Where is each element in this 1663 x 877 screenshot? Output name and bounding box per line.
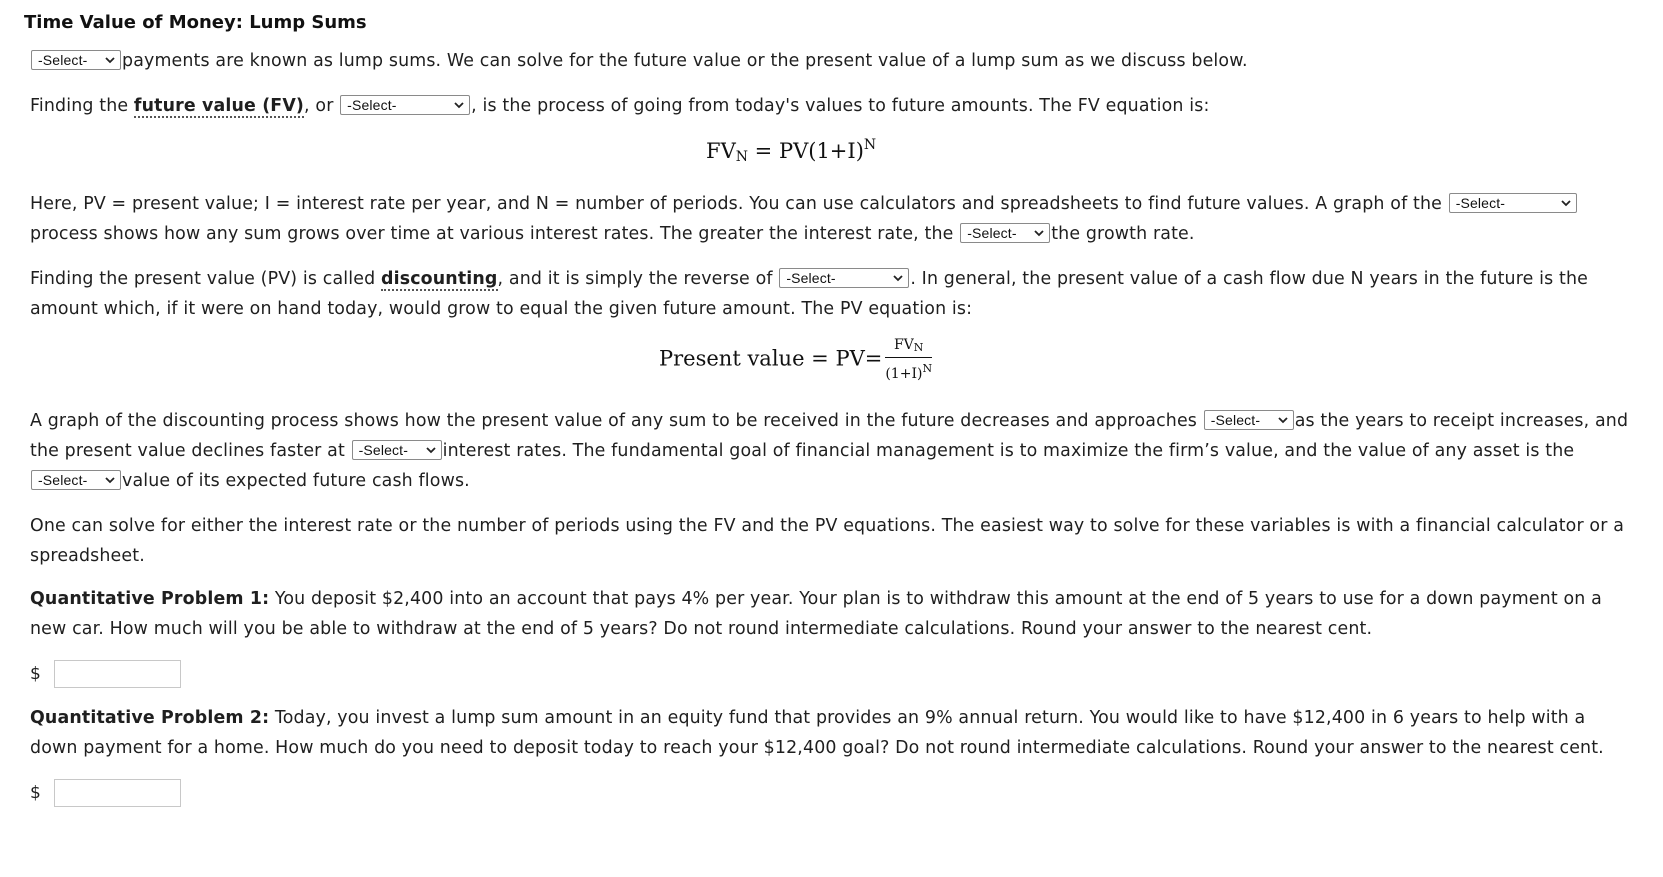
lump-sum-type-select[interactable] [31, 50, 121, 70]
intro-paragraph: -Select- payments are known as lump sums. We can solve for the future value or the present value of a lump sum as we discuss below. [30, 46, 1630, 76]
chevron-down-icon [425, 444, 437, 456]
compounding-paragraph: Here, PV = present value; I = interest rate per year, and N = number of periods. You can use calculators and spreadsheets to find future values. A graph of the -Select- process shows how any sum grows over time at various interest rates. The greater the interest rate, the -Select- the growth rate. [30, 189, 1630, 249]
currency-symbol: $ [30, 664, 41, 684]
pv-equation: Present value = PV= $\frac{FV_N}{(1+I)^N}$ [659, 337, 933, 382]
chevron-down-icon [104, 54, 116, 66]
select-value: -Select- [38, 472, 88, 488]
fv-paragraph: Finding the future value (FV), or -Select- , is the process of going from today's values to future amounts. The FV equation is: [30, 91, 1630, 121]
discounting-term[interactable]: discounting [380, 269, 498, 289]
select-value: -Select- [38, 52, 88, 68]
future-value-term[interactable]: future value (FV) [133, 96, 305, 116]
problem-2-answer [30, 779, 181, 807]
chevron-down-icon [1277, 414, 1289, 426]
select-value: -Select- [347, 97, 397, 113]
problem-1-label: Quantitative Problem 1: [30, 589, 270, 609]
problem-2-text: Quantitative Problem 2: Today, you invest a lump sum amount in an equity fund that provides an 9% annual return. You would like to have $12,400 in 6 years to help with a down payment for a home. How much do you need to deposit today to reach your $12,400 goal? Do not round intermediate calculations. Round your answer to the nearest cent. [30, 708, 1604, 758]
select-value: -Select- [1455, 195, 1506, 211]
fv-synonym-select[interactable] [340, 95, 470, 115]
problem-2-label: Quantitative Problem 2: [30, 708, 270, 728]
page-title: Time Value of Money: Lump Sums [24, 12, 367, 33]
select-value: -Select- [786, 270, 836, 286]
currency-symbol: $ [30, 783, 41, 803]
select-value: -Select- [1210, 412, 1261, 428]
graph-process-select[interactable] [1449, 193, 1577, 213]
reverse-of-select[interactable] [779, 268, 909, 288]
chevron-down-icon [104, 474, 116, 486]
chevron-down-icon [1033, 227, 1045, 239]
select-value: -Select- [967, 225, 1017, 241]
chevron-down-icon [453, 99, 465, 111]
problem-1-answer-input[interactable] [54, 660, 181, 688]
chevron-down-icon [1560, 197, 1572, 209]
fv-equation: $FV_N = PV(1+I)^N$ [706, 137, 877, 165]
select-value: -Select- [358, 442, 409, 458]
asset-value-select[interactable] [31, 470, 121, 490]
problem-1-answer [30, 660, 181, 688]
discounting-paragraph: Finding the present value (PV) is called discounting, and it is simply the reverse of -Select- . In general, the present value of a cash flow due N years in the future is the amount which, if it were on hand today, would grow to equal the given future amount. The PV equation is: [30, 264, 1630, 324]
problem-2-answer-input[interactable] [54, 779, 181, 807]
solve-variables-paragraph: One can solve for either the interest rate or the number of periods using the FV and the PV equations. The easiest way to solve for these variables is with a financial calculator or a spreadsheet. [30, 516, 1624, 566]
discount-graph-paragraph: A graph of the discounting process shows how the present value of any sum to be received in the future decreases and approaches -Select- as the years to receipt increases, and the present value declines faster at -Select- interest rates. The fundamental goal of financial management is to maximize the firm’s value, and the value of any asset is the -Select- value of its expected future cash flows. [30, 406, 1630, 496]
pv-fraction: $\frac{FV_N}{(1+I)^N}$ [885, 337, 933, 382]
growth-rate-select[interactable] [960, 223, 1050, 243]
approaches-select[interactable] [1204, 410, 1294, 430]
chevron-down-icon [892, 272, 904, 284]
problem-1-text: Quantitative Problem 1: You deposit $2,400 into an account that pays 4% per year. Your plan is to withdraw this amount at the end of 5 years to use for a down payment on a new car. How much will you be able to withdraw at the end of 5 years? Do not round intermediate calculations. Round your answer to the nearest cent. [30, 589, 1602, 639]
interest-rate-level-select[interactable] [352, 440, 442, 460]
